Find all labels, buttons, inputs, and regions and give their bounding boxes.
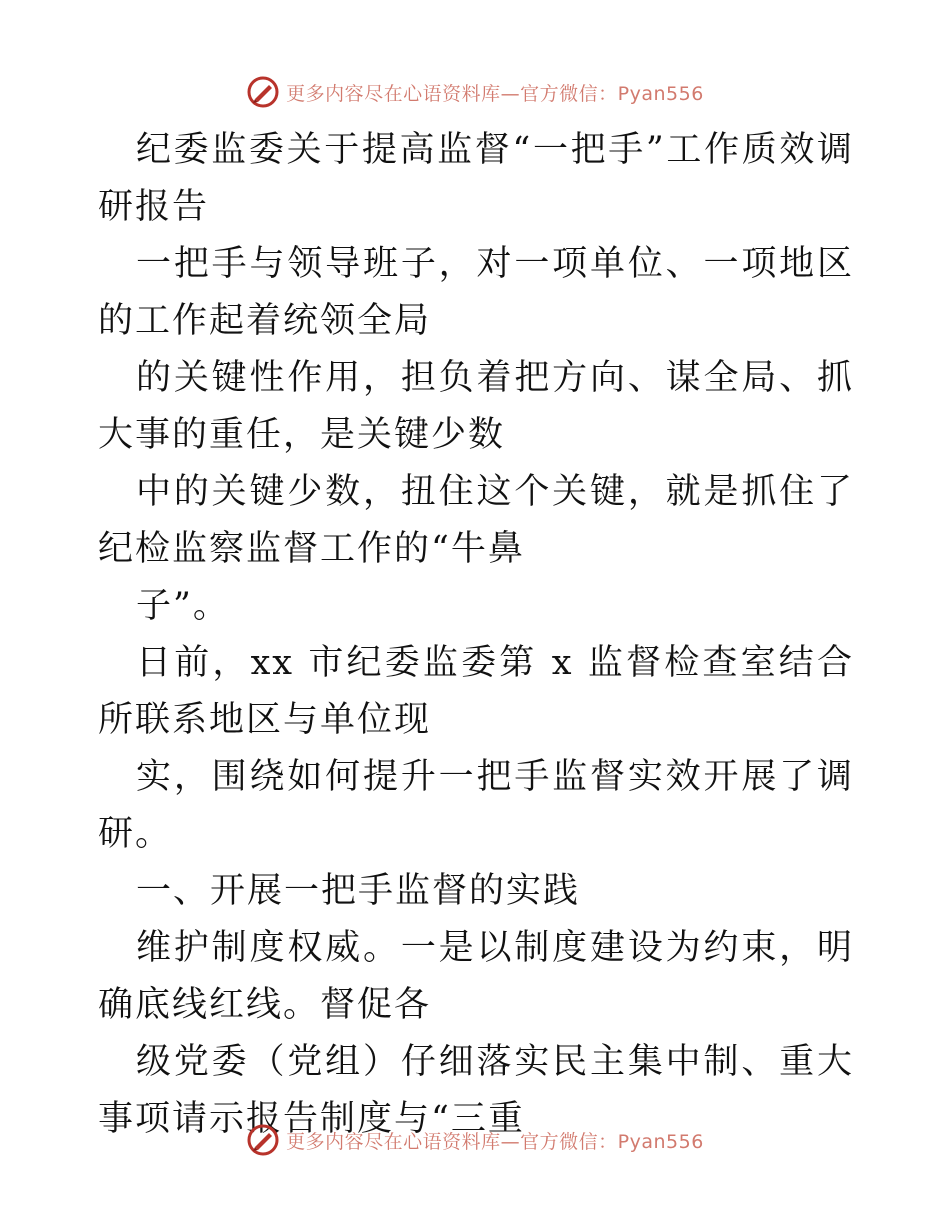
watermark-text: 更多内容尽在心语资料库—官方微信：Pyan556 bbox=[286, 82, 704, 105]
pen-logo-icon bbox=[246, 1123, 280, 1157]
watermark-banner-bottom bbox=[0, 1120, 950, 1160]
section-heading: 一、开展一把手监督的实践 bbox=[136, 871, 581, 911]
paragraph: 一把手与领导班子，对一项单位、一项地区的工作起着统领全局 bbox=[98, 244, 854, 341]
watermark-text: 更多内容尽在心语资料库—官方微信：Pyan556 bbox=[286, 1130, 704, 1153]
paragraph: 日前，xx 市纪委监委第 x 监督检查室结合所联系地区与单位现 bbox=[98, 643, 854, 740]
watermark-banner-top bbox=[0, 72, 950, 112]
pen-logo-icon bbox=[246, 75, 280, 109]
paragraph: 级党委（党组）仔细落实民主集中制、重大事项请示报告制度与“三重 bbox=[98, 1042, 854, 1139]
paragraph: 实，围绕如何提升一把手监督实效开展了调研。 bbox=[98, 757, 854, 854]
paragraph: 维护制度权威。一是以制度建设为约束，明确底线红线。督促各 bbox=[98, 928, 854, 1025]
document-title: 纪委监委关于提高监督“一把手”工作质效调研报告 bbox=[98, 130, 854, 227]
paragraph: 中的关键少数，扭住这个关键，就是抓住了纪检监察监督工作的“牛鼻 bbox=[98, 472, 854, 569]
paragraph: 的关键性作用，担负着把方向、谋全局、抓大事的重任，是关键少数 bbox=[98, 358, 854, 455]
paragraph: 子”。 bbox=[136, 586, 230, 626]
document-body bbox=[98, 122, 854, 1148]
